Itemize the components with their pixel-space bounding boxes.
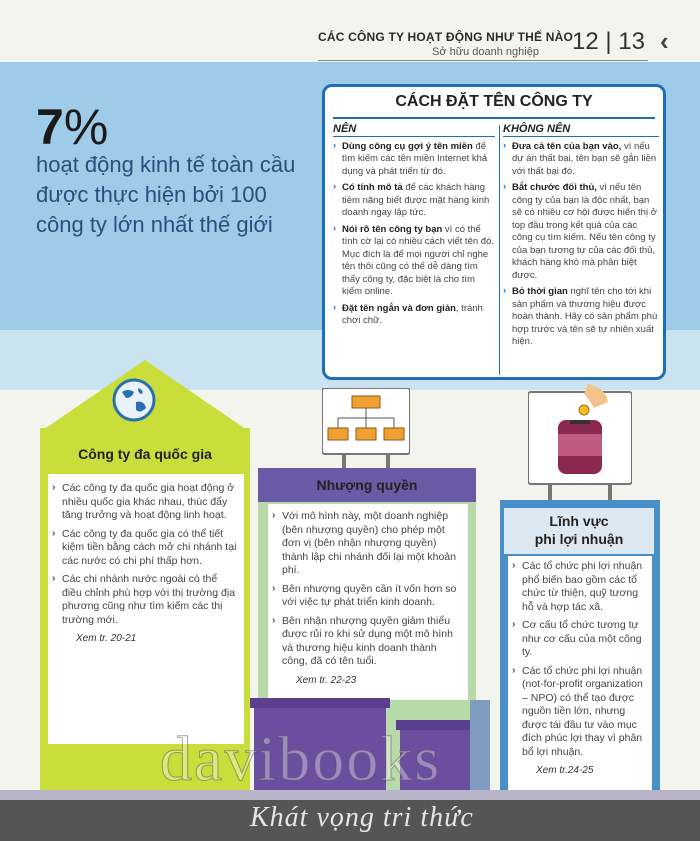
stat-percent-symbol: % — [63, 99, 109, 155]
stat-percent — [36, 98, 108, 156]
franchise-list — [272, 510, 464, 687]
chapter-subtitle: Sở hữu doanh nghiệp — [432, 46, 539, 58]
globe-icon — [112, 378, 156, 422]
list-item: › Cơ cấu tổ chức tương tự như cơ cấu của một công ty. — [512, 619, 650, 660]
multinational-list — [52, 482, 238, 646]
do-item: › Đặt tên ngắn và đơn giản, tránh chơi chữ. — [333, 303, 495, 328]
list-item: › Các tổ chức phi lợi nhuận phổ biến bao gồm các tổ chức từ thiện, quỹ tương hỗ và hợp tác xã. — [512, 560, 650, 614]
dont-item: › Bắt chước đối thủ, vì nếu tên công ty của bạn là độc nhất, bạn sẽ có nhiều cơ hội được hiển thị ở top đầu trong kết quả của các công cụ tìm kiếm. Nếu tên công ty của bạn tương tự của các đối thủ, khách hàng khó mà phân biệt được. — [503, 182, 659, 282]
list-item: › Bên nhận nhượng quyền giảm thiểu được rủi ro khi sử dụng một mô hình và thương hiệu kinh doanh thành công, đã có tên tuổi. — [272, 615, 464, 669]
see-reference: Xem tr. 20-21 — [76, 633, 137, 644]
franchise-label-text: Nhượng quyền — [316, 477, 418, 493]
nonprofit-label-line2: phi lợi nhuận — [534, 531, 624, 547]
do-item: › Dùng công cụ gợi ý tên miền để tìm kiếm các tên miền Internet khả dụng và phát triển từ đó. — [333, 141, 495, 179]
list-item: › Các công ty đa quốc gia hoạt động ở nhiều quốc gia khác nhau, thúc đẩy tăng trưởng và hoạt động linh hoạt. — [52, 482, 238, 523]
franchise-label — [258, 468, 476, 502]
do-column — [333, 123, 495, 332]
dont-item: › Đưa cả tên của bạn vào, vì nếu dự án thất bại, tên bạn sẽ gắn liền với thất bại đó. — [503, 141, 659, 179]
see-reference: Xem tr. 22-23 — [296, 674, 357, 686]
side-tower — [470, 700, 490, 790]
do-heading: NÊN — [333, 123, 495, 137]
list-item: › Với mô hình này, một doanh nghiệp (bên nhượng quyền) cho phép một đơn vị (bên nhận nhượng quyền) thành lập chi nhánh đối lại một khoản phí. — [272, 510, 464, 578]
dont-item: › Bỏ thời gian nghĩ tên cho tới khi sản phẩm và thương hiệu được hoàn thành. Hãy có sản phẩm phù hợp trước và tên sẽ tự nhiên xuất hiện. — [503, 286, 659, 349]
multinational-label: Công ty đa quốc gia — [40, 436, 250, 472]
stat-description: hoạt động kinh tế toàn cầu được thực hiện bởi 100 công ty lớn nhất thế giới — [36, 152, 296, 237]
list-item: › Các công ty đa quốc gia có thể tiết kiệm tiền bằng cách mở chi nhánh tại các nước có chi phí thấp hơn. — [52, 528, 238, 569]
header-rule — [318, 60, 648, 61]
nonprofit-list — [512, 560, 650, 778]
nonprofit-label — [504, 508, 654, 554]
column-divider — [499, 125, 500, 375]
dont-column — [503, 123, 659, 353]
dont-heading: KHÔNG NÊN — [503, 123, 659, 137]
watermark-brand: davibooks — [160, 723, 442, 794]
page-number: 12 | 13 — [572, 28, 645, 55]
nonprofit-label-line1: Lĩnh vực — [549, 513, 609, 529]
watermark-slogan: Khát vọng tri thức — [250, 802, 474, 833]
chapter-title: CÁC CÔNG TY HOẠT ĐỘNG NHƯ THẾ NÀO — [318, 30, 574, 44]
do-item: › Có tính mô tả để các khách hàng tiềm năng biết được mặt hàng kinh doanh ngay lập tức. — [333, 182, 495, 220]
list-item: › Các chi nhánh nước ngoài có thể điều chỉnh phù hợp với thị trường địa phương cũng như tìm kiếm các thị trường mới. — [52, 573, 238, 627]
stat-number: 7 — [36, 99, 64, 155]
naming-box — [322, 84, 666, 380]
do-item: › Nói rõ tên công ty bạn vì có thể tình cờ lại có nhiều cách viết tên đó. Mục đích là để mọi người chỉ nghe tên thôi cũng có thể dễ dàng tìm thấy công ty, đặc biệt là cho tìm kiếm online. — [333, 224, 495, 299]
org-chart-sign — [322, 388, 410, 468]
list-item: › Các tổ chức phi lợi nhuận (not-for-profit organization – NPO) có thể tạo được nguồn tiền lớn, nhưng được tái đầu tư vào mục đích phúc lợi thay vì phân bổ lợi nhuận. — [512, 665, 650, 760]
low-building-roof — [250, 698, 390, 708]
naming-title: CÁCH ĐẶT TÊN CÔNG TY — [395, 93, 593, 110]
list-item: › Bên nhượng quyền cần ít vốn hơn so với việc tự phát triển kinh doanh. — [272, 583, 464, 610]
naming-title-rule — [333, 117, 655, 119]
see-reference: Xem tr.24-25 — [536, 765, 594, 776]
donation-box-sign — [528, 384, 632, 500]
chevron-left-icon: ‹ — [660, 26, 669, 56]
